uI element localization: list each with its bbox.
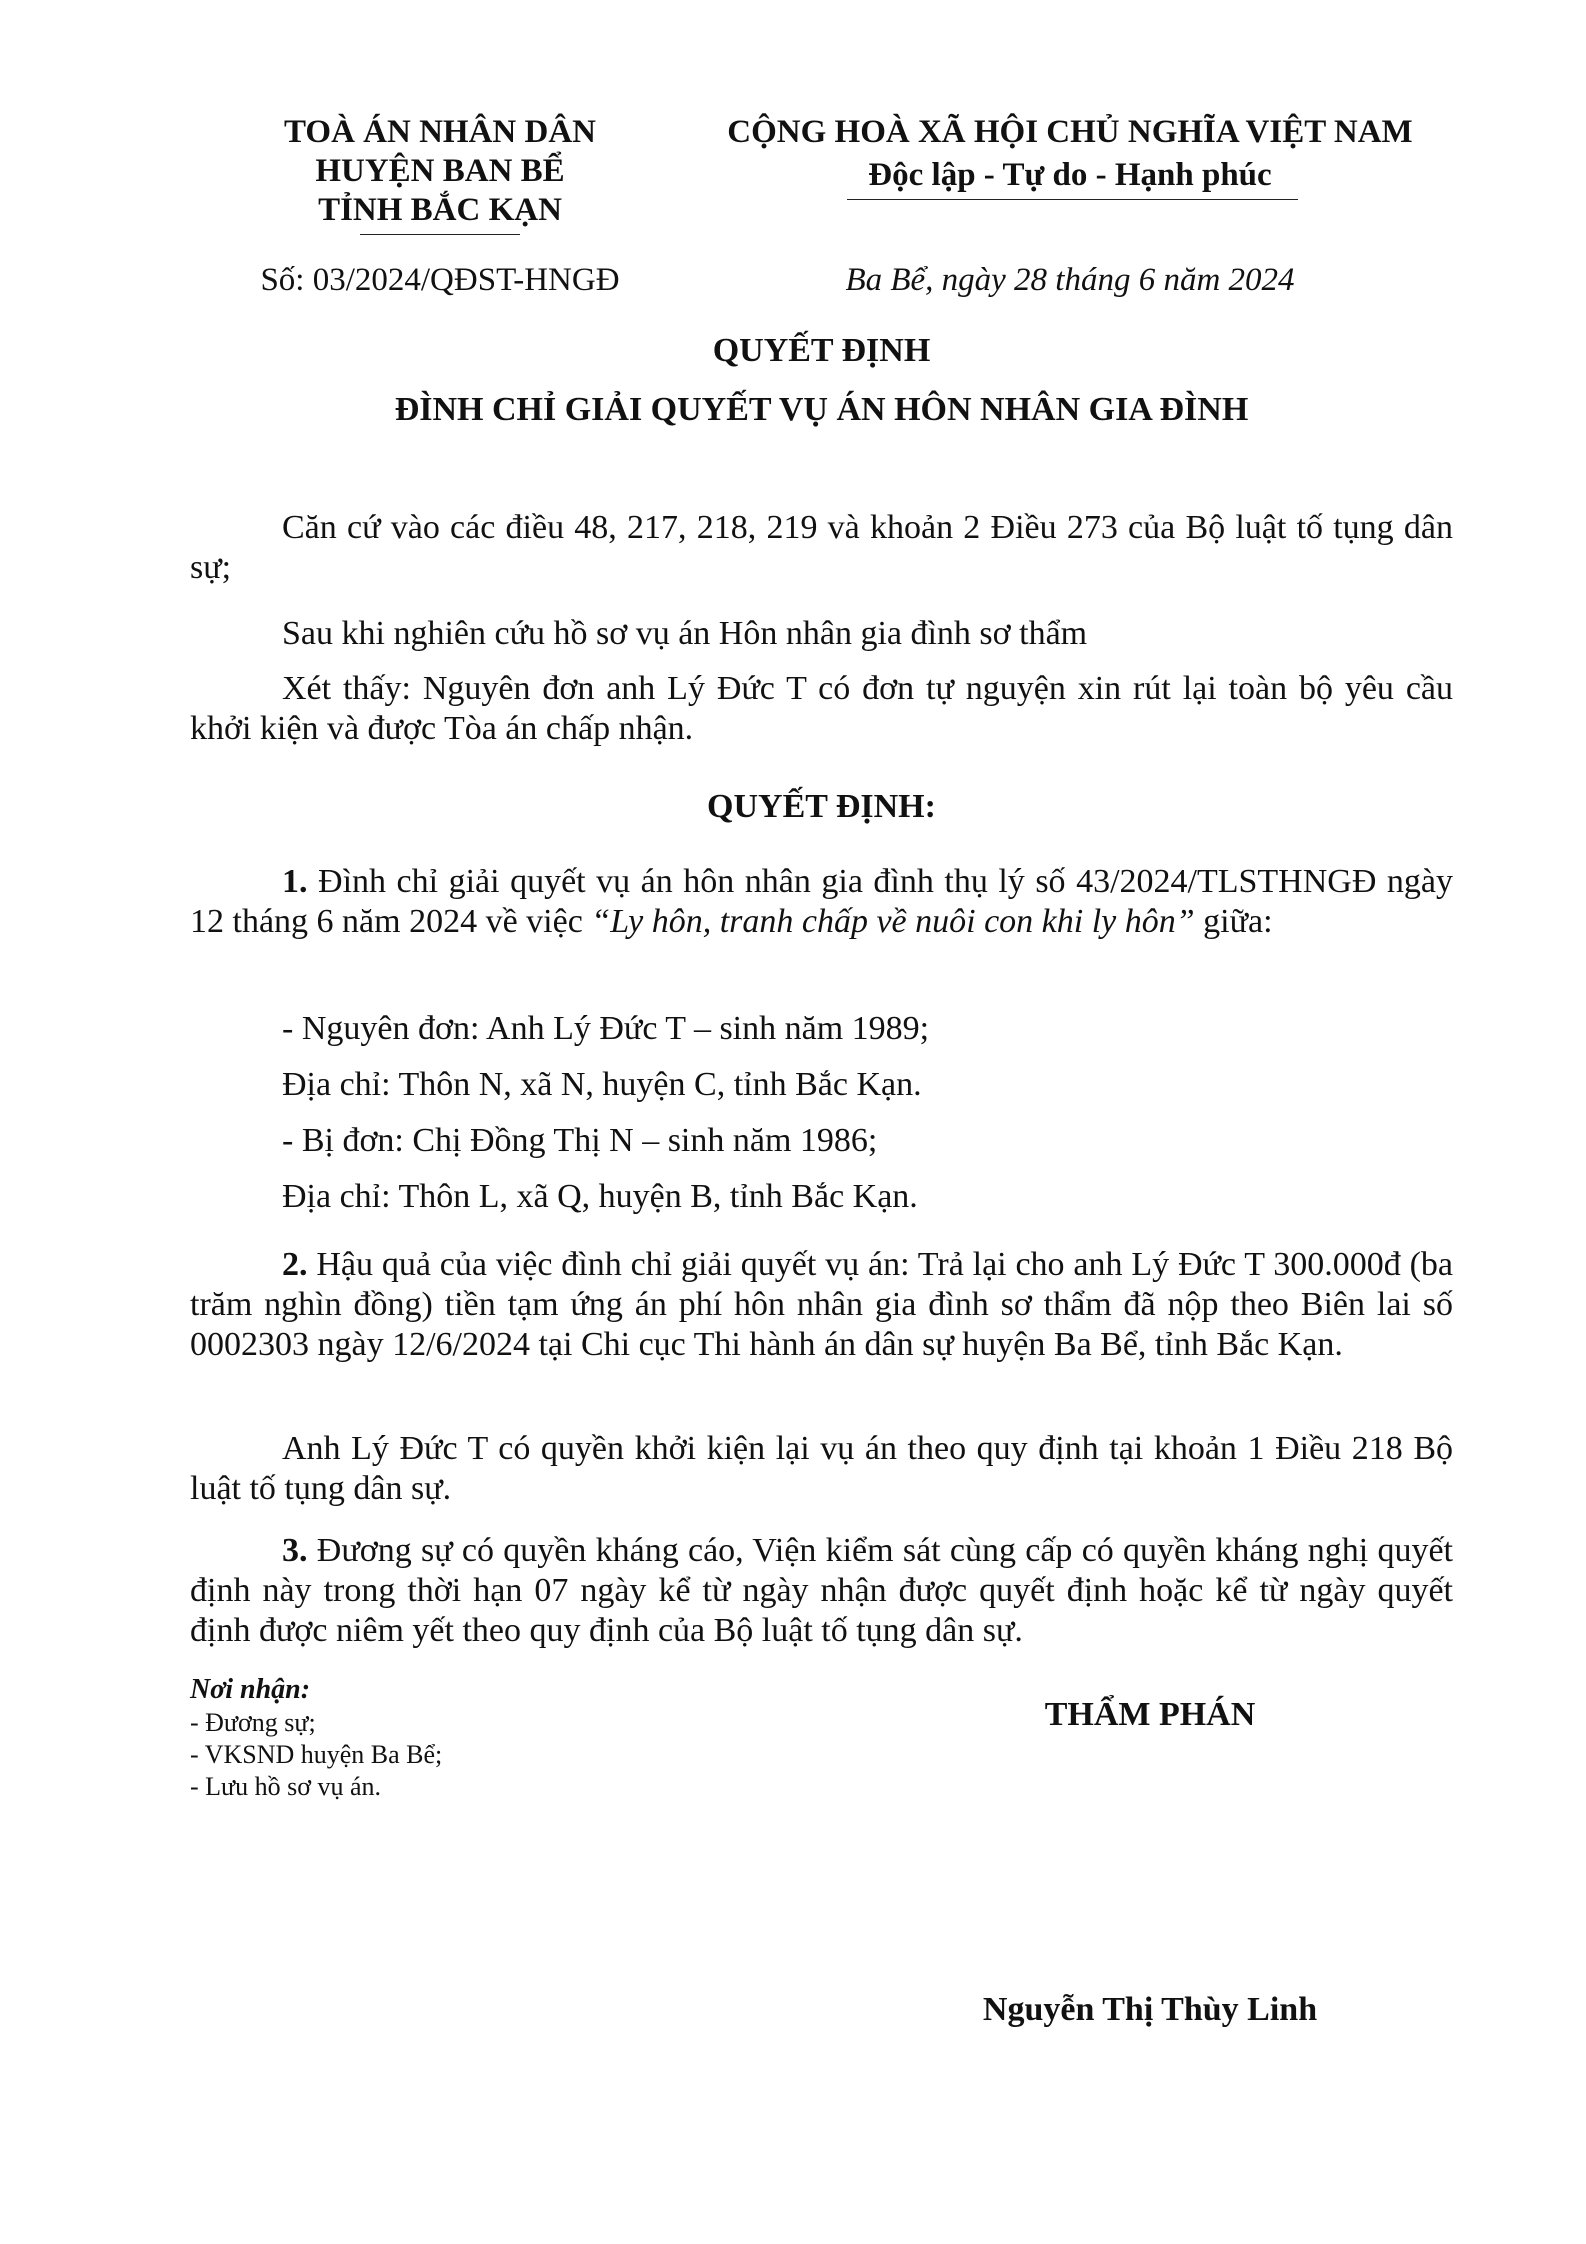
- court-line-1: TOÀ ÁN NHÂN DÂN: [284, 114, 596, 150]
- decision-heading: QUYẾT ĐỊNH:: [707, 788, 936, 825]
- recipient-item: - Lưu hồ sơ vụ án.: [190, 1772, 382, 1801]
- plaintiff-address: Địa chỉ: Thôn N, xã N, huyện C, tỉnh Bắc Kạn.: [282, 1066, 922, 1103]
- defendant-address: Địa chỉ: Thôn L, xã Q, huyện B, tỉnh Bắc Kạn.: [282, 1178, 918, 1215]
- document-number: Số: 03/2024/QĐST-HNGĐ: [260, 262, 620, 298]
- court-line-2: HUYỆN BAN BỂ: [315, 153, 565, 189]
- consideration: Xét thấy: Nguyên đơn anh Lý Đức T có đơn tự nguyện xin rút lại toàn bộ yêu cầu khởi kiện và được Tòa án chấp nhận.: [190, 670, 1453, 747]
- recipients-title: Nơi nhận:: [190, 1674, 311, 1705]
- recipient-item: - Đương sự;: [190, 1708, 316, 1737]
- item-2: [190, 1245, 1453, 1365]
- court-underline: [360, 234, 520, 235]
- item-2-number: 2.: [282, 1246, 308, 1283]
- item-1: [190, 862, 1453, 942]
- study-statement: Sau khi nghiên cứu hồ sơ vụ án Hôn nhân gia đình sơ thẩm: [282, 615, 1088, 652]
- item-1-between: giữa:: [1203, 903, 1273, 940]
- item-1-text: Đình chỉ giải quyết vụ án hôn nhân gia đình thụ lý số 43/2024/TLSTHNGĐ ngày 12 tháng 6 năm 2024 về việc: [190, 863, 1453, 940]
- place-date: Ba Bể, ngày 28 tháng 6 năm 2024: [845, 262, 1295, 298]
- recipient-item: - VKSND huyện Ba Bể;: [190, 1740, 443, 1769]
- item-3: [190, 1531, 1453, 1651]
- item-2-text: Hậu quả của việc đình chỉ giải quyết vụ án: Trả lại cho anh Lý Đức T 300.000đ (ba trăm nghìn đồng) tiền tạm ứng án phí hôn nhân gia đình sơ thẩm đã nộp theo Biên lai số 0002303 ngày 12/6/2024 tại Chi cục Thi hành án dân sự huyện Ba Bể, tỉnh Bắc Kạn.: [190, 1246, 1454, 1363]
- signer-name: Nguyễn Thị Thùy Linh: [982, 1991, 1318, 2028]
- right-to-resue: Anh Lý Đức T có quyền khởi kiện lại vụ án theo quy định tại khoản 1 Điều 218 Bộ luật tố tụng dân sự.: [190, 1430, 1453, 1507]
- legal-basis: Căn cứ vào các điều 48, 217, 218, 219 và khoản 2 Điều 273 của Bộ luật tố tụng dân sự;: [190, 509, 1453, 586]
- plaintiff: - Nguyên đơn: Anh Lý Đức T – sinh năm 1989;: [282, 1010, 930, 1047]
- document-title: QUYẾT ĐỊNH: [712, 332, 931, 369]
- item-1-number: 1.: [282, 863, 308, 900]
- defendant: - Bị đơn: Chị Đồng Thị N – sinh năm 1986;: [282, 1122, 878, 1159]
- court-line-3: TỈNH BẮC KẠN: [318, 192, 562, 228]
- motto-underline: [847, 199, 1298, 200]
- item-3-number: 3.: [282, 1532, 308, 1569]
- document-subtitle: ĐÌNH CHỈ GIẢI QUYẾT VỤ ÁN HÔN NHÂN GIA ĐÌNH: [394, 391, 1249, 428]
- court-name: [210, 113, 670, 230]
- nation-heading: CỘNG HOÀ XÃ HỘI CHỦ NGHĨA VIỆT NAM: [727, 114, 1413, 150]
- recipients: [190, 1673, 690, 1803]
- motto: Độc lập - Tự do - Hạnh phúc: [868, 157, 1272, 193]
- signer-role: THẨM PHÁN: [1044, 1696, 1256, 1733]
- item-1-case-subject: “Ly hôn, tranh chấp về nuôi con khi ly hôn”: [591, 903, 1195, 940]
- item-3-text: Đương sự có quyền kháng cáo, Viện kiểm sát cùng cấp có quyền kháng nghị quyết định này trong thời hạn 07 ngày kể từ ngày nhận được quyết định hoặc kể từ ngày quyết định được niêm yết theo quy định của Bộ luật tố tụng dân sự.: [190, 1532, 1453, 1649]
